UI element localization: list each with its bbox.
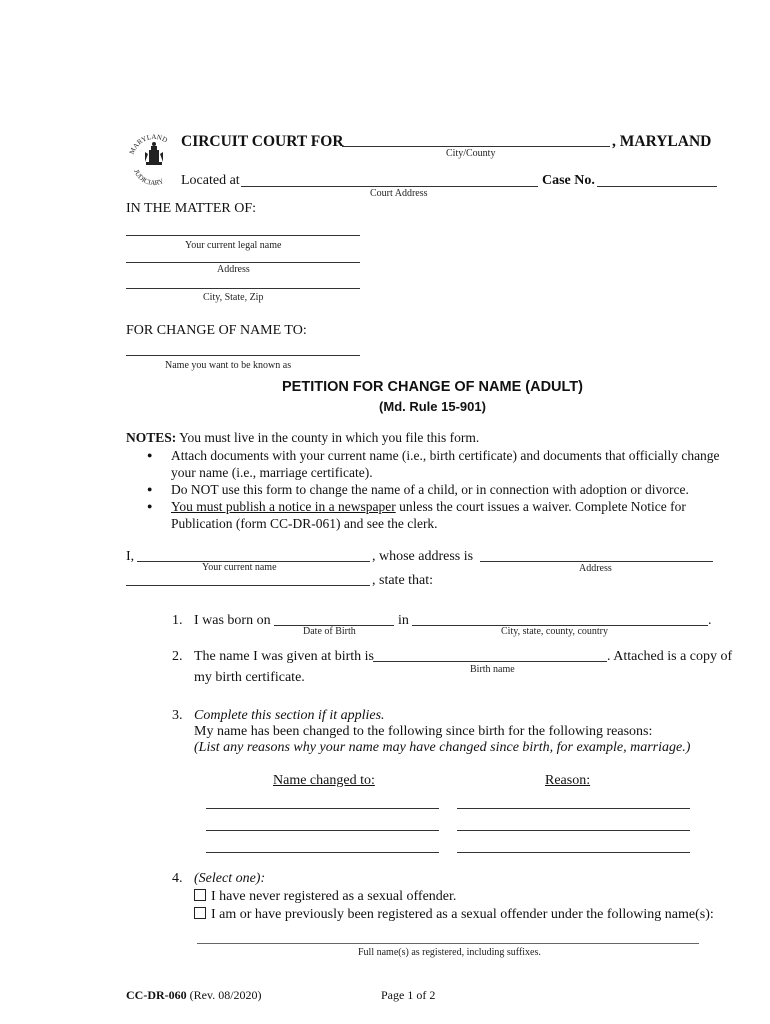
city-state-zip-field[interactable]	[126, 288, 360, 289]
born-in-label: in	[398, 613, 409, 628]
current-name-caption: Your current name	[202, 562, 277, 573]
in-the-matter-heading: IN THE MATTER OF:	[126, 201, 257, 216]
seal-emblem-icon	[127, 130, 181, 192]
name-changed-field-3[interactable]	[206, 852, 439, 853]
maryland-judiciary-seal	[127, 130, 181, 192]
birth-name-label: The name I was given at birth is	[194, 649, 375, 664]
name-changed-field-1[interactable]	[206, 808, 439, 809]
note-item-attach-documents: ● Attach documents with your current name (i.e., birth certificate) and documents that officially change your name (i.e., marriage certificate).	[143, 447, 720, 481]
form-identifier	[126, 988, 262, 1003]
item-2-number: 2.	[172, 649, 183, 664]
note-item-not-for-child: ● Do NOT use this form to change the name of a child, or in connection with adoption or divorce.	[143, 481, 720, 498]
birth-name-caption: Birth name	[470, 664, 515, 675]
case-number-field[interactable]	[597, 186, 717, 187]
address-caption: Address	[217, 264, 250, 275]
select-one-label: (Select one):	[194, 871, 266, 886]
reason-field-3[interactable]	[457, 852, 690, 853]
court-title-prefix: CIRCUIT COURT FOR	[181, 133, 344, 150]
city-county-caption: City/County	[446, 148, 496, 159]
born-on-label: I was born on	[194, 613, 271, 628]
svg-text:JUDICIARY: JUDICIARY	[132, 168, 165, 188]
reason-header: Reason:	[545, 773, 591, 788]
form-revision: (Rev. 08/2020)	[186, 988, 262, 1002]
item-3-number: 3.	[172, 708, 183, 723]
date-of-birth-caption: Date of Birth	[303, 626, 356, 637]
changed-since-birth-text: My name has been changed to the following since birth for the following reasons:	[194, 724, 653, 739]
name-changed-to-header: Name changed to:	[273, 773, 375, 788]
registered-names-caption: Full name(s) as registered, including suffixes.	[358, 947, 541, 958]
change-of-name-heading: FOR CHANGE OF NAME TO:	[126, 323, 307, 338]
notes-label: NOTES:	[126, 430, 177, 445]
court-address-caption: Court Address	[370, 188, 428, 199]
page-number: Page 1 of 2	[381, 988, 436, 1002]
petitioner-address-field[interactable]	[480, 561, 713, 562]
never-registered-checkbox[interactable]	[194, 889, 206, 901]
court-title-suffix: , MARYLAND	[612, 133, 712, 150]
complete-section-note: Complete this section if it applies.	[194, 708, 385, 723]
birth-certificate-text: my birth certificate.	[194, 670, 305, 685]
desired-name-caption: Name you want to be known as	[165, 360, 292, 371]
list-reasons-text: (List any reasons why your name may have changed since birth, for example, marriage.)	[194, 740, 691, 755]
address-line-caption: Address	[579, 563, 612, 574]
registered-label: I am or have previously been registered as a sexual offender under the following name(s):	[211, 907, 714, 922]
registered-names-field[interactable]	[197, 943, 699, 944]
rule-reference: (Md. Rule 15-901)	[379, 399, 486, 414]
option-registered[interactable]	[194, 907, 714, 923]
whose-address-label: , whose address is	[372, 549, 474, 564]
form-id: CC-DR-060	[126, 988, 187, 1002]
birth-place-caption: City, state, county, country	[501, 626, 609, 637]
current-legal-name-field[interactable]	[126, 235, 360, 236]
petition-title: PETITION FOR CHANGE OF NAME (ADULT)	[282, 379, 583, 395]
address-field[interactable]	[126, 262, 360, 263]
city-county-field[interactable]	[342, 146, 610, 147]
option-never-registered[interactable]	[194, 889, 456, 905]
item-1-period: .	[708, 613, 712, 628]
birth-name-field[interactable]	[373, 661, 607, 662]
never-registered-label: I have never registered as a sexual offender.	[211, 889, 457, 904]
reason-field-2[interactable]	[457, 830, 690, 831]
city-state-zip-caption: City, State, Zip	[203, 292, 264, 303]
name-changed-field-2[interactable]	[206, 830, 439, 831]
current-legal-name-caption: Your current legal name	[185, 240, 282, 251]
desired-name-field[interactable]	[126, 355, 360, 356]
state-that-label: , state that:	[372, 573, 434, 588]
court-address-field[interactable]	[241, 186, 538, 187]
located-at-label: Located at	[181, 173, 240, 188]
case-number-label: Case No.	[542, 173, 595, 188]
item-1-number: 1.	[172, 613, 183, 628]
notes-intro	[126, 430, 479, 446]
registered-checkbox[interactable]	[194, 907, 206, 919]
petitioner-address-continued-field[interactable]	[126, 585, 370, 586]
attached-copy-label: . Attached is a copy of	[607, 649, 733, 664]
reason-field-1[interactable]	[457, 808, 690, 809]
notes-intro-text: You must live in the county in which you file this form.	[176, 430, 480, 445]
i-label: I,	[126, 549, 135, 564]
note-item-publish-notice: ● You must publish a notice in a newspaper unless the court issues a waiver. Complete Notice for Publication (form CC-DR-061) and see the clerk.	[143, 498, 720, 532]
svg-text:MARYLAND: MARYLAND	[127, 132, 169, 156]
item-4-number: 4.	[172, 871, 183, 886]
notes-list	[143, 447, 720, 532]
